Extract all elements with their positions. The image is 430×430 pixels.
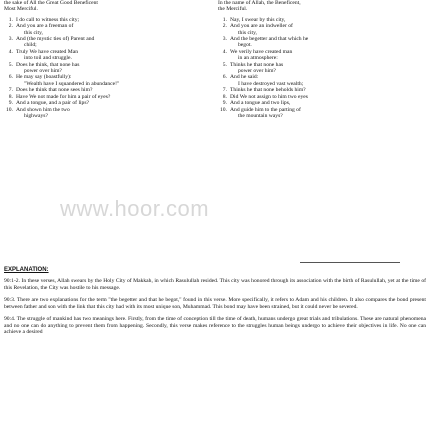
explanation-paragraph: 90:1-2. In these verses, Allah swears by the Holy City of Makkah, in which Rasulullah resided. This city was honored through its association with the birth of Rasulullah, yet at the time of this Revelation, the City was hostile to his message.	[4, 278, 426, 291]
verse-number: 9.	[8, 100, 13, 107]
verse-number: 2.	[8, 23, 13, 30]
verse-text: this city,	[24, 29, 43, 36]
verse-text: And (the mystic ties of) Parent and	[16, 36, 95, 43]
watermark: www.hoor.com	[60, 196, 210, 221]
verse-number: 2.	[222, 23, 227, 30]
left-verse-item	[2, 74, 214, 87]
verse-number: 6.	[8, 74, 13, 81]
explanation-paragraph: 90:3. There are two explanations for the term "the begetter and that he begot," found in this verse. More specifically, it refers to Adam and his children. It also compares the bond present between father and son with the link that this city had with its most unique son, Muhammad. This bond may have been strained, but it could never be severed.	[4, 297, 426, 310]
right-column-header	[218, 0, 428, 13]
verse-number: 8.	[8, 93, 13, 100]
verse-text: He may say (boastfully):	[16, 74, 72, 81]
verse-number: 1.	[222, 16, 227, 23]
left-verse-item	[2, 49, 214, 62]
verse-number: 1.	[8, 16, 13, 23]
verse-text: And he said:	[230, 74, 259, 81]
verse-number: 10.	[6, 106, 13, 113]
verse-text: power over him?	[238, 68, 276, 75]
verse-text: Truly We have created Man	[16, 48, 78, 55]
left-verse-item	[2, 62, 214, 75]
right-verse-item	[216, 36, 428, 49]
left-verse-item	[2, 36, 214, 49]
explanation-paragraph: 90:4. The struggle of mankind has two meanings here. Firstly, from the time of conception till the time of death, humans undergo great trials and tribulations. These are natural phenomena and no one can do anything to prevent them from happening. Secondly, this verse makes reference to the struggles human beings undergo to achieve their objectives in life. No one can achieve a desired	[4, 316, 426, 335]
verse-text: And a tongue, and a pair of lips?	[16, 100, 90, 107]
verse-text: highways?	[24, 112, 48, 119]
explanation-section	[4, 267, 426, 342]
verse-text: power over him?	[24, 68, 62, 75]
left-verse-item	[2, 107, 214, 120]
right-verse-list	[216, 17, 428, 120]
verse-text: Thinks he that none beholds him?	[230, 87, 306, 94]
verse-text: in an atmosphere:	[238, 55, 278, 62]
left-header-line: the sake of All the Great Good Beneficent	[4, 0, 98, 6]
right-verse-item	[216, 49, 428, 62]
verse-number: 9.	[222, 100, 227, 107]
right-verse-item	[216, 74, 428, 87]
verse-text: Nay, I swear by this city,	[230, 16, 286, 23]
left-verse-item	[2, 23, 214, 36]
right-verse-item	[216, 23, 428, 36]
verse-text: Does he think that none sees him?	[16, 87, 93, 94]
verse-number: 5.	[8, 61, 13, 68]
verse-text: And a tongue and two lips,	[230, 100, 291, 107]
verse-text: And guide him to the parting of	[230, 106, 301, 113]
verse-text: into toil and struggle.	[24, 55, 72, 62]
right-translation-column	[216, 0, 428, 119]
verse-text: child;	[24, 42, 37, 49]
right-verse-item	[216, 107, 428, 120]
verse-text: Have We not made for him a pair of eyes?	[16, 93, 111, 100]
left-column-header	[4, 0, 214, 13]
verse-text: Thinks he that none has	[230, 61, 284, 68]
verse-text: And you are an indweller of	[230, 23, 293, 30]
verse-number: 7.	[8, 87, 13, 94]
verse-number: 5.	[222, 61, 227, 68]
verse-text: I do call to witness this city;	[16, 16, 80, 23]
verse-number: 3.	[8, 36, 13, 43]
verse-text: "Wealth have I squandered in abundance!"	[24, 80, 120, 87]
right-header-line: In the name of Allah, the Beneficent,	[218, 0, 301, 6]
verse-text: We verily have created man	[230, 48, 293, 55]
verse-number: 3.	[222, 36, 227, 43]
verse-number: 8.	[222, 93, 227, 100]
left-header-line: Most Merciful.	[4, 6, 38, 13]
left-verse-list	[2, 17, 214, 120]
right-header-line: the Merciful.	[218, 6, 248, 13]
verse-number: 4.	[8, 48, 13, 55]
left-translation-column	[2, 0, 214, 119]
verse-number: 6.	[222, 74, 227, 81]
verse-text: I have destroyed vast wealth;	[238, 80, 304, 87]
verse-number: 10.	[220, 106, 227, 113]
verse-text: And shown him the two	[16, 106, 70, 113]
verse-text: And the begetter and that which he	[230, 36, 309, 43]
verse-text: the mountain ways?	[238, 112, 283, 119]
verse-text: begot.	[238, 42, 252, 49]
explanation-title: EXPLANATION:	[4, 267, 49, 273]
verse-number: 4.	[222, 48, 227, 55]
verse-number: 7.	[222, 87, 227, 94]
verse-text: Does he think, that none has	[16, 61, 80, 68]
verse-text: And you are a freeman of	[16, 23, 74, 30]
right-verse-item	[216, 62, 428, 75]
verse-text: Did We not assign to him two eyes	[230, 93, 308, 100]
section-divider	[300, 262, 400, 263]
verse-text: this city,	[238, 29, 257, 36]
